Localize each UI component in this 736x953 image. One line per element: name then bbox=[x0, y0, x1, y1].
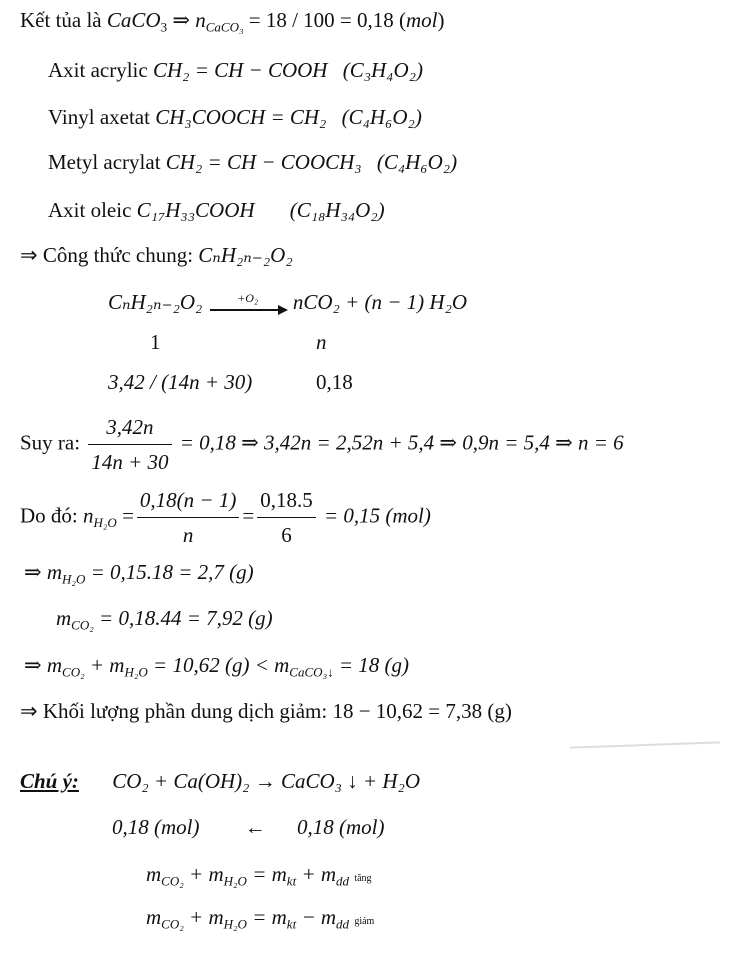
therefore-label: Do đó: bbox=[20, 503, 83, 528]
moles-product: 0,18 bbox=[316, 370, 353, 394]
mass-decrease-formula bbox=[146, 903, 374, 936]
molecular-formula: (C₄H₆O₂) bbox=[376, 150, 458, 174]
reaction-arrow bbox=[208, 292, 288, 316]
arrow-label: +O₂ bbox=[237, 291, 259, 306]
caco3-moles: 0,18 (mol) bbox=[297, 815, 385, 839]
sub-h2o: H₂O bbox=[93, 514, 117, 530]
unit-mol: mol bbox=[406, 8, 438, 32]
water-moles-value: = 0,15 (mol) bbox=[318, 503, 431, 528]
paren-close: ) bbox=[437, 8, 445, 32]
products: nCO₂ + (n − 1) H₂O bbox=[292, 290, 468, 314]
water-mass-value: = 0,15.18 = 2,7 (g) bbox=[85, 560, 254, 584]
fraction-2 bbox=[257, 485, 316, 550]
plus-m: + m bbox=[183, 905, 224, 929]
eq-mol-value: = 18 / 100 = 0,18 ( bbox=[243, 8, 407, 32]
compound-name: Metyl acrylat bbox=[48, 150, 166, 174]
sub-3: 3 bbox=[160, 19, 168, 35]
equals-m: = m bbox=[246, 862, 287, 886]
ratio-row-1-b bbox=[316, 328, 327, 356]
scan-mark bbox=[570, 741, 720, 748]
formula-n: ⇒ n bbox=[172, 8, 206, 32]
sub-caco3: CaCO₃↓ bbox=[289, 664, 334, 680]
mass-increase-formula bbox=[146, 860, 372, 893]
ratio-row-2-b bbox=[316, 368, 353, 396]
text-precipitate: Kết tủa là bbox=[20, 8, 107, 32]
compound-methyl-acrylate bbox=[48, 148, 457, 176]
water-moles-line: Do đó: $n_{H_2O}$ = $\frac{0,18(n - 1)}{n}$ = $\frac{0,18.5}{6}$ = 0,15 (mol) bbox=[20, 485, 431, 550]
general-formula: CₙH₂ₙ₋₂O₂ bbox=[198, 243, 293, 267]
moles-reactant: 3,42 / (14n + 30) bbox=[108, 370, 253, 394]
sub-co2: CO₂ bbox=[62, 664, 85, 680]
plus-m: + m bbox=[296, 862, 337, 886]
numerator: 0,18.5 bbox=[260, 488, 313, 512]
sub-kt: kt bbox=[286, 916, 297, 932]
solution-decrease-text: ⇒ Khối lượng phần dung dịch giảm: 18 − 10,62 = 7,38 (g) bbox=[20, 699, 512, 723]
fraction bbox=[88, 412, 171, 477]
co2-mass-value: = 0,18.44 = 7,92 (g) bbox=[93, 606, 273, 630]
sub-h2o: H₂O bbox=[223, 873, 247, 889]
sub-co2: CO₂ bbox=[161, 916, 184, 932]
denominator: 6 bbox=[257, 517, 316, 550]
symbol-m: ⇒ m bbox=[24, 560, 63, 584]
ratio-row-2 bbox=[108, 368, 252, 396]
sub-h2o: H₂O bbox=[223, 916, 247, 932]
sub-h2o: H₂O bbox=[62, 571, 86, 587]
left-arrow: ← bbox=[244, 815, 266, 839]
equals-m: = m bbox=[246, 905, 287, 929]
note-label: Chú ý: bbox=[20, 769, 79, 793]
formula-caco3: CaCO bbox=[106, 8, 161, 32]
sub-co2: CO₂ bbox=[71, 617, 94, 633]
numerator: 3,42n bbox=[106, 415, 154, 439]
sub-dd: dd bbox=[336, 873, 350, 889]
compound-name: Axit oleic bbox=[48, 198, 137, 222]
combustion-reaction bbox=[108, 288, 467, 316]
co2-moles: 0,18 (mol) bbox=[112, 815, 200, 839]
m: m bbox=[146, 905, 162, 929]
compound-oleic-acid bbox=[48, 196, 385, 224]
compound-formula: CH₂ = CH − COOH bbox=[152, 58, 328, 82]
compound-formula: CH₂ = CH − COOCH₃ bbox=[165, 150, 362, 174]
ratio-reactant: 1 bbox=[150, 330, 161, 354]
symbol-m: ⇒ m bbox=[24, 653, 63, 677]
sub-dd: dd bbox=[336, 916, 350, 932]
water-mass-line bbox=[24, 558, 254, 586]
denominator: n bbox=[137, 517, 239, 550]
compound-formula: C₁₇H₃₃COOH bbox=[136, 198, 255, 222]
molecular-formula: (C₃H₄O₂) bbox=[342, 58, 423, 82]
compound-name: Vinyl axetat bbox=[48, 105, 156, 129]
note-reaction: CO₂ + Ca(OH)₂ → CaCO₃ ↓ + H₂O bbox=[112, 769, 420, 793]
solution-decrease-line bbox=[20, 697, 512, 725]
precipitate-mass: = 18 (g) bbox=[333, 653, 410, 677]
note-moles-line bbox=[112, 813, 385, 841]
general-formula-label: ⇒ Công thức chung: bbox=[20, 243, 199, 267]
co2-mass-line bbox=[56, 604, 273, 632]
deduction-line bbox=[20, 412, 624, 477]
line-precipitate bbox=[20, 6, 445, 34]
plus-m: + m bbox=[183, 862, 224, 886]
reactant: CₙH₂ₙ₋₂O₂ bbox=[108, 290, 203, 314]
molecular-formula: (C₁₈H₃₄O₂) bbox=[289, 198, 385, 222]
sub-kt: kt bbox=[286, 873, 297, 889]
numerator: 0,18(n − 1) bbox=[139, 488, 237, 512]
fraction-1 bbox=[137, 485, 239, 550]
sub-h2o: H₂O bbox=[124, 664, 148, 680]
molecular-formula: (C₄H₆O₂) bbox=[341, 105, 422, 129]
denominator: 14n + 30 bbox=[88, 444, 171, 477]
compound-vinyl-acetate bbox=[48, 103, 422, 131]
minus-m: − m bbox=[296, 905, 337, 929]
deduction-equation: = 0,18 ⇒ 3,42n = 2,52n + 5,4 ⇒ 0,9n = 5,4 ⇒ n = 6 bbox=[174, 430, 624, 455]
mass-compare-line bbox=[24, 651, 409, 679]
ratio-product: n bbox=[316, 330, 327, 354]
decrease-word: giảm bbox=[354, 916, 375, 927]
ratio-row-1 bbox=[150, 328, 161, 356]
compound-formula: CH₃COOCH = CH₂ bbox=[155, 105, 327, 129]
general-formula-line bbox=[20, 241, 293, 269]
compare-value: = 10,62 (g) < m bbox=[147, 653, 290, 677]
symbol-m: m bbox=[56, 606, 72, 630]
compound-acrylic-acid bbox=[48, 56, 423, 84]
sub-co2: CO₂ bbox=[161, 873, 184, 889]
symbol-n: n bbox=[83, 503, 94, 528]
note-line bbox=[20, 767, 420, 795]
compound-name: Axit acrylic bbox=[48, 58, 153, 82]
plus-m: + m bbox=[84, 653, 125, 677]
deduction-label: Suy ra: bbox=[20, 430, 86, 455]
sub-caco3: CaCO₃ bbox=[205, 19, 244, 35]
m: m bbox=[146, 862, 162, 886]
increase-word: tăng bbox=[354, 873, 372, 884]
